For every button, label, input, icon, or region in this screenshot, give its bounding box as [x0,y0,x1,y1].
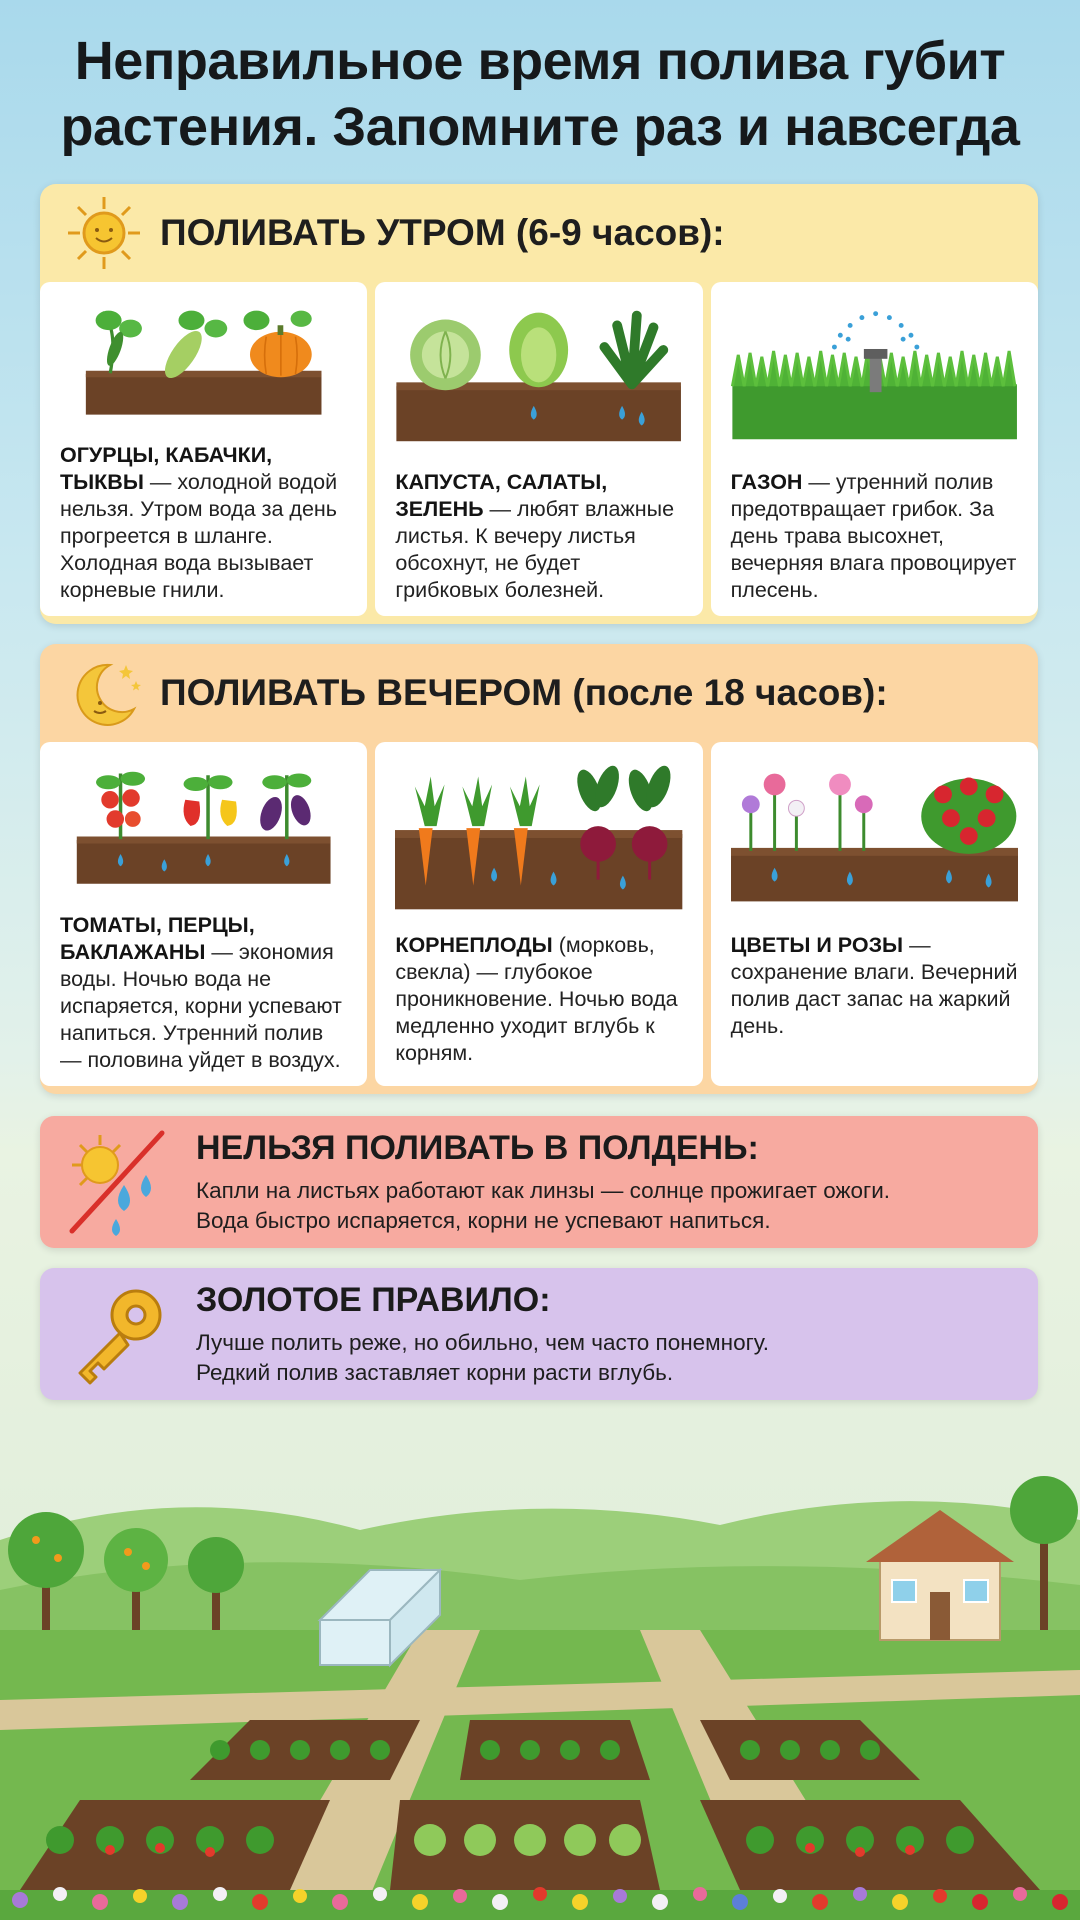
flowers-roses-illustration [731,756,1018,916]
card-lawn-text [731,469,1018,604]
card-lawn-name: ГАЗОН [730,470,803,494]
morning-panel [40,184,1038,624]
key-icon [62,1279,172,1389]
carrot-beet-illustration [395,756,682,916]
garden-landscape-illustration [0,1420,1080,1920]
card-cucumbers-desc: — холодной водой нельзя. Утром вода за день прогреется в шланге. Холодная вода вызывает корневые гнили. [60,470,338,602]
cucumber-squash-pumpkin-illustration [60,296,347,426]
golden-rule-content [196,1281,769,1388]
golden-rule-panel [40,1268,1038,1400]
cabbage-lettuce-greens-illustration [395,296,682,453]
card-flowers-text [731,932,1018,1040]
card-roots-desc: (морковь, свекла) — глубокое проникновение. Ночью вода медленно уходит вглубь к корням. [395,933,678,1065]
noon-warning-title: НЕЛЬЗЯ ПОЛИВАТЬ В ПОЛДЕНЬ: [196,1128,759,1167]
card-flowers-name: ЦВЕТЫ И РОЗЫ [730,933,904,957]
title-line-2: растения. Запомните раз и навсегда [60,97,1020,157]
card-tomatoes-text [60,912,347,1074]
card-flowers [711,742,1038,1086]
card-cucumbers-text [60,442,347,604]
card-cucumbers [40,282,367,616]
noon-warning-line-2: Вода быстро испаряется, корни не успевают напиться. [196,1207,771,1233]
card-cabbage-text [395,469,682,604]
card-cabbage [375,282,702,616]
card-cucumbers-name: ОГУРЦЫ, КАБАЧКИ, ТЫКВЫ [60,443,273,494]
noon-warning-panel [40,1116,1038,1248]
tomato-pepper-eggplant-illustration [60,756,347,896]
lawn-sprinkler-illustration [731,296,1018,453]
morning-header-label: ПОЛИВАТЬ УТРОМ (6-9 часов): [160,212,725,253]
card-tomatoes-desc: — экономия воды. Ночью вода не испаряется, корни успевают напиться. Утренний полив — половина уйдет в воздух. [60,940,342,1072]
noon-warning-line-1: Капли на листьях работают как линзы — солнце прожигает ожоги. [196,1177,891,1203]
card-tomatoes [40,742,367,1086]
card-roots-name: КОРНЕПЛОДЫ [395,933,553,957]
no-water-sun-icon [62,1127,172,1237]
card-lawn-desc: — утренний полив предотвращает грибок. За день трава высохнет, вечерняя влага провоцирует плесень. [730,470,1017,602]
card-lawn [711,282,1038,616]
card-tomatoes-name: ТОМАТЫ, ПЕРЦЫ, БАКЛАЖАНЫ [60,913,255,964]
evening-panel [40,644,1038,1094]
evening-header [40,644,1038,742]
card-roots [375,742,702,1086]
noon-warning-content [196,1129,890,1236]
card-roots-text [395,932,682,1067]
morning-header [40,184,1038,282]
golden-rule-title: ЗОЛОТОЕ ПРАВИЛО: [196,1280,551,1319]
moon-icon [64,653,144,733]
morning-cards [40,282,1038,624]
sun-icon [64,193,144,273]
page-title [0,28,1080,160]
title-line-1: Неправильное время полива губит [74,31,1006,91]
evening-header-label: ПОЛИВАТЬ ВЕЧЕРОМ (после 18 часов): [160,672,888,713]
card-cabbage-name: КАПУСТА, САЛАТЫ, ЗЕЛЕНЬ [395,470,608,521]
card-flowers-desc: — сохранение влаги. Вечерний полив даст запас на жаркий день. [730,933,1018,1038]
golden-rule-line-2: Редкий полив заставляет корни расти вглубь. [196,1359,674,1385]
card-cabbage-desc: — любят влажные листья. К вечеру листья обсохнут, не будет грибковых болезней. [395,497,675,602]
golden-rule-line-1: Лучше полить реже, но обильно, чем часто понемногу. [196,1329,770,1355]
evening-cards [40,742,1038,1094]
